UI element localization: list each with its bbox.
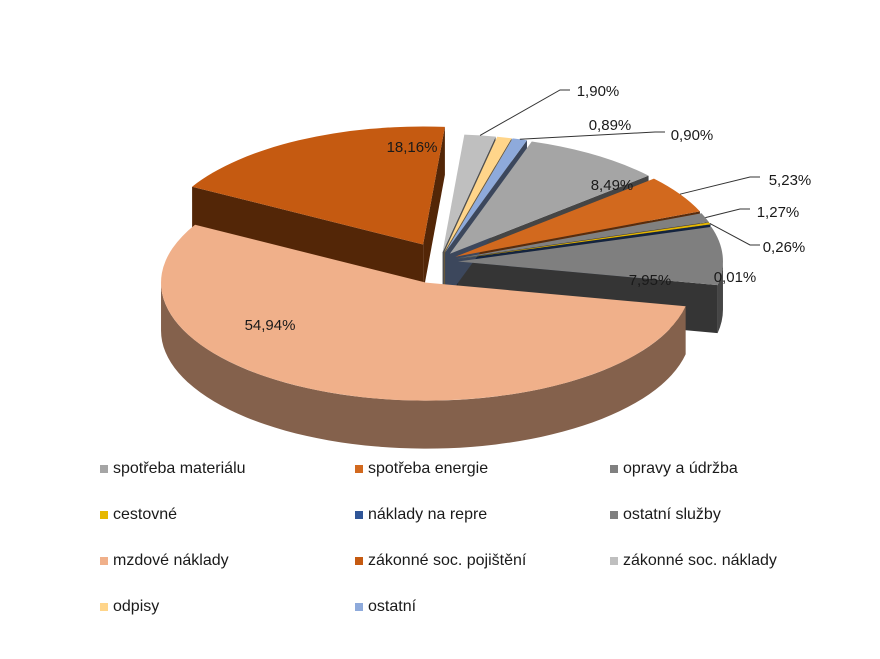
- legend-label-9: odpisy: [113, 598, 160, 615]
- legend-item-2: [610, 460, 738, 478]
- legend-item-3: [100, 506, 177, 524]
- legend-swatch-8: [610, 557, 618, 565]
- legend-swatch-3: [100, 511, 108, 519]
- legend-label-2: opravy a údržba: [623, 460, 738, 477]
- data-label-6: 54,94%: [244, 317, 296, 334]
- data-label-7: 18,16%: [386, 139, 438, 156]
- legend-label-6: mzdové náklady: [113, 552, 229, 569]
- legend-item-5: [610, 506, 721, 524]
- legend-label-7: zákonné soc. pojištění: [368, 552, 527, 569]
- data-label-2: 1,27%: [756, 204, 800, 221]
- legend-swatch-5: [610, 511, 618, 519]
- data-label-4: 0,01%: [713, 269, 757, 286]
- legend-item-4: [355, 506, 487, 524]
- legend-item-9: [100, 598, 159, 616]
- data-label-0: 8,49%: [590, 177, 634, 194]
- data-label-1: 5,23%: [768, 172, 812, 189]
- legend-label-8: zákonné soc. náklady: [623, 552, 777, 569]
- legend-label-3: cestovné: [113, 506, 178, 523]
- legend-item-10: [355, 598, 416, 616]
- legend-item-0: [100, 460, 246, 478]
- legend-item-1: [355, 460, 488, 478]
- leader-line-2: [705, 209, 750, 218]
- legend-label-5: ostatní služby: [623, 506, 721, 523]
- legend-item-8: [610, 552, 777, 570]
- legend-swatch-7: [355, 557, 363, 565]
- data-label-5: 7,95%: [628, 272, 672, 289]
- legend-item-6: [100, 552, 229, 570]
- legend-swatch-9: [100, 603, 108, 611]
- data-label-9: 0,89%: [588, 117, 632, 134]
- legend-label-10: ostatní: [368, 598, 417, 615]
- legend-item-7: [355, 552, 526, 570]
- data-label-8: 1,90%: [576, 83, 620, 100]
- data-label-3: 0,26%: [762, 239, 806, 256]
- legend-swatch-2: [610, 465, 618, 473]
- legend-label-4: náklady na repre: [368, 506, 488, 523]
- legend-swatch-10: [355, 603, 363, 611]
- legend-swatch-1: [355, 465, 363, 473]
- leader-line-8: [480, 90, 570, 135]
- legend-label-1: spotřeba energie: [368, 460, 489, 477]
- legend-label-0: spotřeba materiálu: [113, 460, 246, 477]
- leader-line-1: [680, 177, 760, 194]
- legend-swatch-6: [100, 557, 108, 565]
- legend-swatch-0: [100, 465, 108, 473]
- data-label-10: 0,90%: [670, 127, 714, 144]
- legend-swatch-4: [355, 511, 363, 519]
